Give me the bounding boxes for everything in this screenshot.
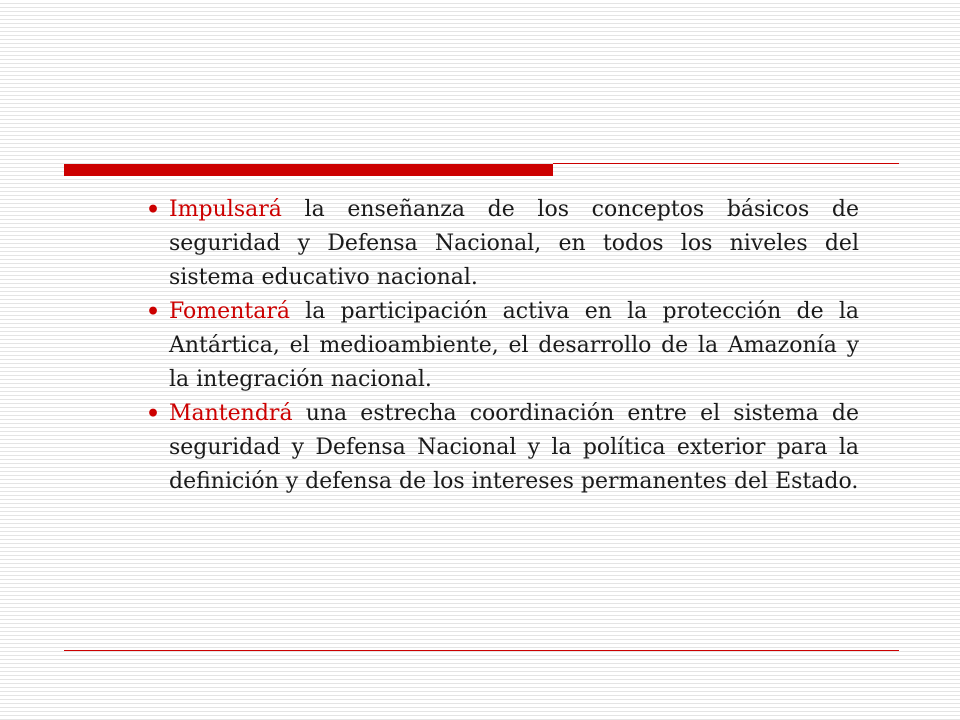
bullet-item-mantendra	[142, 397, 859, 499]
bullet-text: la participación activa en la protección de la Antártica, el medioambiente, el desarrollo de la Amazonía y la integración nacional.	[169, 299, 859, 392]
bottom-accent-line	[64, 650, 899, 651]
bullet-keyword: Impulsará	[169, 197, 282, 222]
top-accent-bar	[64, 164, 553, 176]
bullet-text: una estrecha coordinación entre el sistema de seguridad y Defensa Nacional y la política exterior para la definición y defensa de los intereses permanentes del Estado.	[169, 401, 859, 494]
bullet-keyword: Fomentará	[169, 299, 290, 324]
bullet-list	[142, 193, 859, 499]
bullet-text: la enseñanza de los conceptos básicos de seguridad y Defensa Nacional, en todos los niveles del sistema educativo nacional.	[169, 197, 859, 290]
top-accent-line	[553, 163, 899, 164]
bullet-icon: •	[146, 401, 161, 427]
bullet-item-fomentara	[142, 295, 859, 397]
bullet-item-impulsara	[142, 193, 859, 295]
bullet-icon: •	[146, 197, 161, 223]
bullet-icon: •	[146, 299, 161, 325]
bullet-keyword: Mantendrá	[169, 401, 293, 426]
